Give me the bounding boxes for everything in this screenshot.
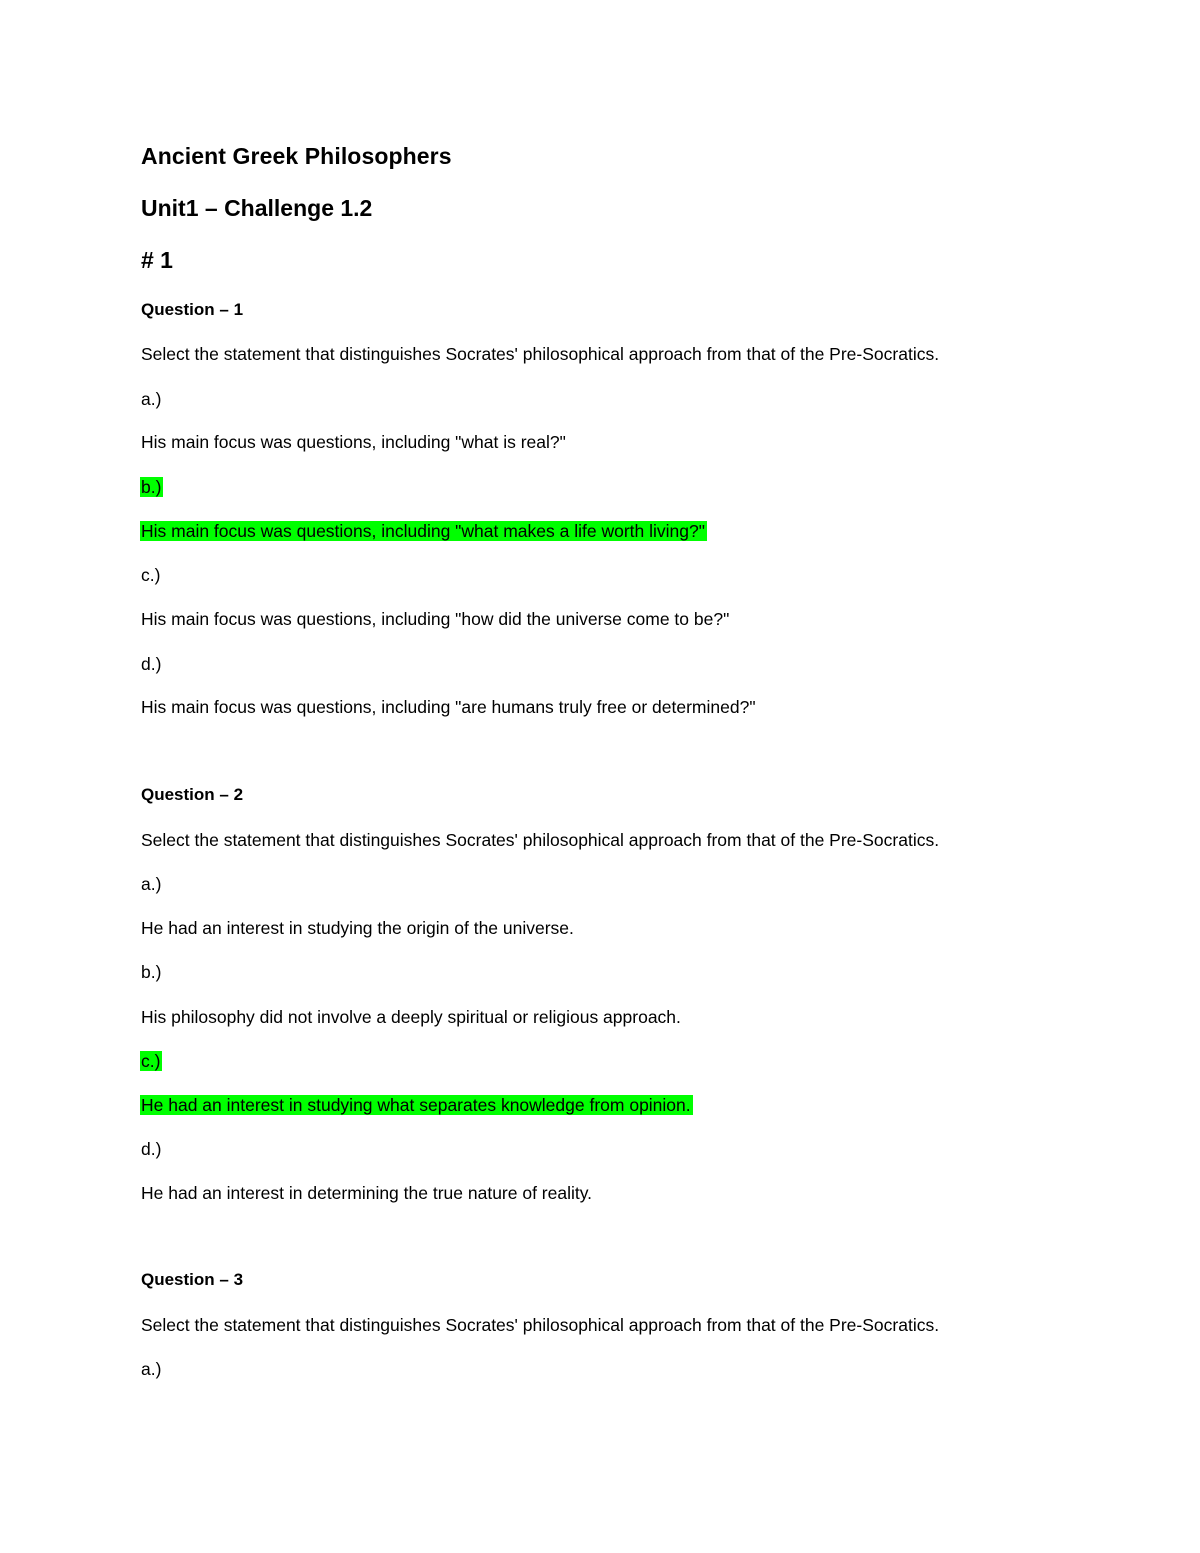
answer-highlight: His main focus was questions, including "what makes a life worth living?": [141, 521, 705, 541]
document-title: Ancient Greek Philosophers: [141, 143, 452, 169]
question-2-option-c-label: [141, 1050, 162, 1073]
question-1-prompt: Select the statement that distinguishes Socrates' philosophical approach from that of the Pre-Socratics.: [141, 344, 940, 364]
question-2-option-b-label: b.): [141, 962, 162, 982]
question-1-option-c-label: c.): [141, 565, 161, 585]
question-3-heading: Question – 3: [141, 1270, 244, 1289]
question-3-prompt: Select the statement that distinguishes Socrates' philosophical approach from that of the Pre-Socratics.: [141, 1315, 940, 1335]
answer-highlight: c.): [141, 1051, 161, 1071]
question-1-option-a-label: a.): [141, 389, 162, 409]
question-1-option-b-label: [141, 476, 163, 499]
question-1-heading: Question – 1: [141, 300, 244, 319]
question-2-option-c-text: [141, 1094, 693, 1117]
question-2-option-a-text: He had an interest in studying the origin of the universe.: [141, 918, 574, 938]
answer-highlight: b.): [141, 477, 162, 497]
question-1-option-a-text: His main focus was questions, including "what is real?": [141, 432, 566, 452]
question-2-option-d-text: He had an interest in determining the true nature of reality.: [141, 1183, 593, 1203]
question-3-option-a-label: a.): [141, 1359, 162, 1379]
question-1-option-d-label: d.): [141, 654, 162, 674]
question-2-heading: Question – 2: [141, 785, 244, 804]
question-1-option-d-text: His main focus was questions, including "are humans truly free or determined?": [141, 697, 756, 717]
document-subtitle: Unit1 – Challenge 1.2: [141, 195, 373, 221]
answer-highlight: He had an interest in studying what separates knowledge from opinion.: [141, 1095, 691, 1115]
document-number: # 1: [141, 247, 173, 273]
question-1-option-c-text: His main focus was questions, including "how did the universe come to be?": [141, 609, 730, 629]
question-2-prompt: Select the statement that distinguishes Socrates' philosophical approach from that of the Pre-Socratics.: [141, 830, 940, 850]
question-1-option-b-text: [141, 520, 707, 543]
question-2-option-b-text: His philosophy did not involve a deeply spiritual or religious approach.: [141, 1007, 681, 1027]
question-2-option-d-label: d.): [141, 1139, 162, 1159]
question-2-option-a-label: a.): [141, 874, 162, 894]
